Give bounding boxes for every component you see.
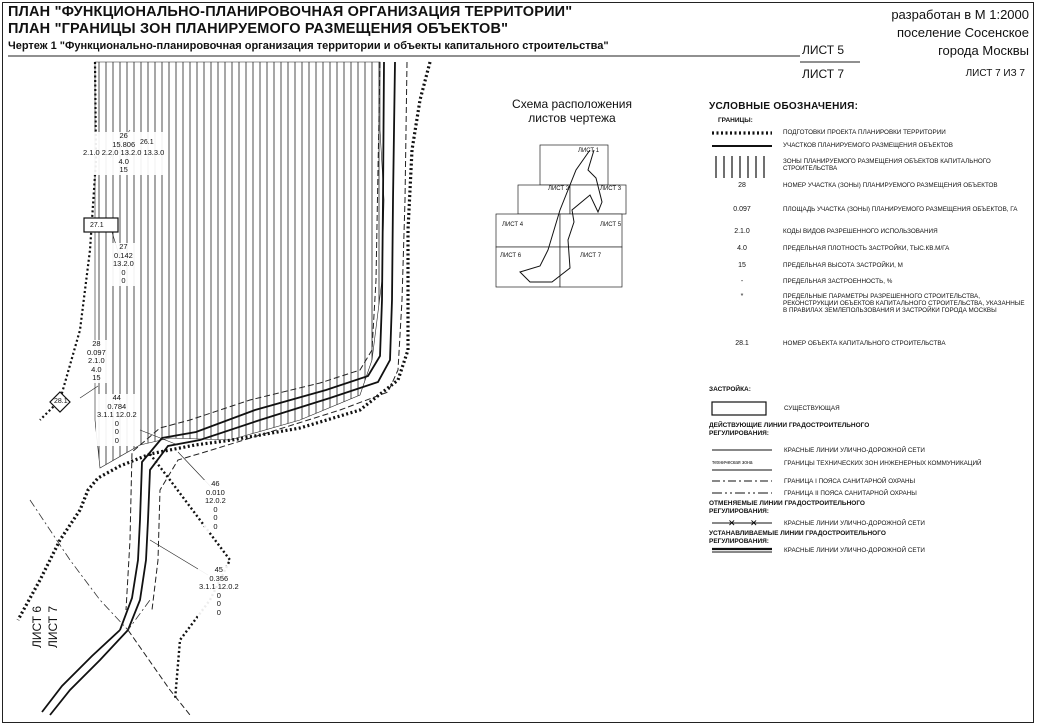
legend-cancelled-red: КРАСНЫЕ ЛИНИИ УЛИЧНО-ДОРОЖНОЙ СЕТИ [784,520,925,527]
legend-item: * ПРЕДЕЛЬНЫЕ ПАРАМЕТРЫ РАЗРЕШЕННОГО СТРОИТЕЛЬСТВА, РЕКОНСТРУКЦИИ ОБЪЕКТОВ КАПИТАЛЬНОГО СТРОИТЕЛЬСТВА, УКАЗАННЫЕ В ПРАВИЛАХ ЗЕМЛЕПОЛЬЗОВАНИЯ И ЗАСТРОЙКИ ГОРОДА МОСКВЫ [740,293,1025,315]
legend-item: 0.097 ПЛОЩАДЬ УЧАСТКА (ЗОНЫ) ПЛАНИРУЕМОГО РАЗМЕЩЕНИЯ ОБЪЕКТОВ, ГА [733,206,1018,213]
scheme-label-sheet-7: ЛИСТ 7 [580,253,602,259]
legend-sanitary-1: ГРАНИЦА I ПОЯСА САНИТАРНОЙ ОХРАНЫ [784,478,916,485]
location-scheme [496,145,626,287]
legend-sanitary-2: ГРАНИЦА II ПОЯСА САНИТАРНОЙ ОХРАНЫ [784,490,917,497]
zone-26-label: 26 15.806 2.1.0 2.2.0 13.2.0 13.3.0 4.0 15 [83,131,165,175]
scheme-sheet-5 [560,214,622,247]
drawing-subtitle: Чертеж 1 "Функционально-планировочная организация территории и объекты капитального строительства" [8,40,609,52]
scale-note: разработан в М 1:2000 [891,7,1029,22]
legend-title: УСЛОВНЫЕ ОБОЗНАЧЕНИЯ: [709,101,859,112]
legend-item: ПОДГОТОВКИ ПРОЕКТА ПЛАНИРОВКИ ТЕРРИТОРИИ [783,129,946,136]
legend-boundaries-head: ГРАНИЦЫ: [718,117,753,124]
legend-established-red: КРАСНЫЕ ЛИНИИ УЛИЧНО-ДОРОЖНОЙ СЕТИ [784,547,925,554]
title-zone-boundaries: ПЛАН "ГРАНИЦЫ ЗОН ПЛАНИРУЕМОГО РАЗМЕЩЕНИЯ ОБЪЕКТОВ" [8,21,509,37]
legend-red-lines: КРАСНЫЕ ЛИНИИ УЛИЧНО-ДОРОЖНОЙ СЕТИ [784,447,925,454]
legend-item: 15 ПРЕДЕЛЬНАЯ ВЫСОТА ЗАСТРОЙКИ, М [738,262,903,269]
legend-item: 28.1 НОМЕР ОБЪЕКТА КАПИТАЛЬНОГО СТРОИТЕЛЬСТВА [735,340,946,347]
page-counter: ЛИСТ 7 ИЗ 7 [965,68,1025,79]
current-sheet-label: ЛИСТ 7 [802,67,845,81]
zone-26-hatched [95,62,384,468]
zone-28-label: 28 0.097 2.1.0 4.0 15 [87,339,106,383]
object-27-1-label: 27.1 [90,222,104,229]
legend-item: - ПРЕДЕЛЬНАЯ ЗАСТРОЕННОСТЬ, % [740,278,893,285]
city-name: города Москвы [938,43,1029,58]
sheet-7-edge-label: ЛИСТ 7 [46,605,60,648]
legend-tech-zone-symbol: техническая зона [712,460,753,466]
legend-item: 2.1.0 КОДЫ ВИДОВ РАЗРЕШЕННОГО ИСПОЛЬЗОВАНИЯ [734,228,938,235]
title-functional-plan: ПЛАН "ФУНКЦИОНАЛЬНО-ПЛАНИРОВОЧНАЯ ОРГАНИЗАЦИЯ ТЕРРИТОРИИ" [8,4,573,20]
scheme-label-sheet-3: ЛИСТ 3 [600,186,622,192]
zone-46-label: 46 0.010 12.0.2 0 0 0 [205,479,226,531]
legend-item: УЧАСТКОВ ПЛАНИРУЕМОГО РАЗМЕЩЕНИЯ ОБЪЕКТОВ [783,142,953,149]
scheme-title: Схема расположения листов чертежа [512,97,632,125]
legend-item: 4.0 ПРЕДЕЛЬНАЯ ПЛОТНОСТЬ ЗАСТРОЙКИ, ТЫС.КВ.М/ГА [737,245,950,252]
scheme-label-sheet-6: ЛИСТ 6 [500,253,522,259]
svg-text:✕: ✕ [728,518,736,528]
legend-tech-zones: ГРАНИЦЫ ТЕХНИЧЕСКИХ ЗОН ИНЖЕНЕРНЫХ КОММУНИКАЦИЙ [784,460,982,467]
legend-item: ЗОНЫ ПЛАНИРУЕМОГО РАЗМЕЩЕНИЯ ОБЪЕКТОВ КАПИТАЛЬНОГО СТРОИТЕЛЬСТВА [783,158,991,173]
sheet-6-edge-label: ЛИСТ 6 [30,605,44,648]
legend-cancelled-head: ОТМЕНЯЕМЫЕ ЛИНИИ ГРАДОСТРОИТЕЛЬНОГО РЕГУЛИРОВАНИЯ: [709,500,865,515]
legend-established-head: УСТАНАВЛИВАЕМЫЕ ЛИНИИ ГРАДОСТРОИТЕЛЬНОГО РЕГУЛИРОВАНИЯ: [709,530,886,545]
zone-45-label: 45 0.356 3.1.1 12.0.2 0 0 0 [199,565,239,617]
settlement-name: поселение Сосенское [897,25,1029,40]
object-26-1-label: 26.1 [140,139,154,146]
adjacent-sheet-label: ЛИСТ 5 [802,43,845,57]
scheme-label-sheet-5: ЛИСТ 5 [600,222,622,228]
legend-development-head: ЗАСТРОЙКА: [709,386,751,393]
zone-44-label: 44 0.784 3.1.1 12.0.2 0 0 0 [97,393,137,445]
road-southwest [50,630,128,715]
legend-item: 28 НОМЕР УЧАСТКА (ЗОНЫ) ПЛАНИРУЕМОГО РАЗМЕЩЕНИЯ ОБЪЕКТОВ [738,182,998,189]
scheme-label-sheet-4: ЛИСТ 4 [502,222,524,228]
legend-existing: СУЩЕСТВУЮЩАЯ [784,405,840,412]
legend-current-lines-head: ДЕЙСТВУЮЩИЕ ЛИНИИ ГРАДОСТРОИТЕЛЬНОГО РЕГУЛИРОВАНИЯ: [709,422,870,437]
scheme-label-sheet-1: ЛИСТ 1 [578,148,600,154]
svg-text:✕: ✕ [750,518,758,528]
scheme-label-sheet-2: ЛИСТ 2 [548,186,570,192]
zone-27-label: 27 0.142 13.2.0 0 0 [113,242,134,286]
object-28-1-label: 28.1 [54,398,68,405]
